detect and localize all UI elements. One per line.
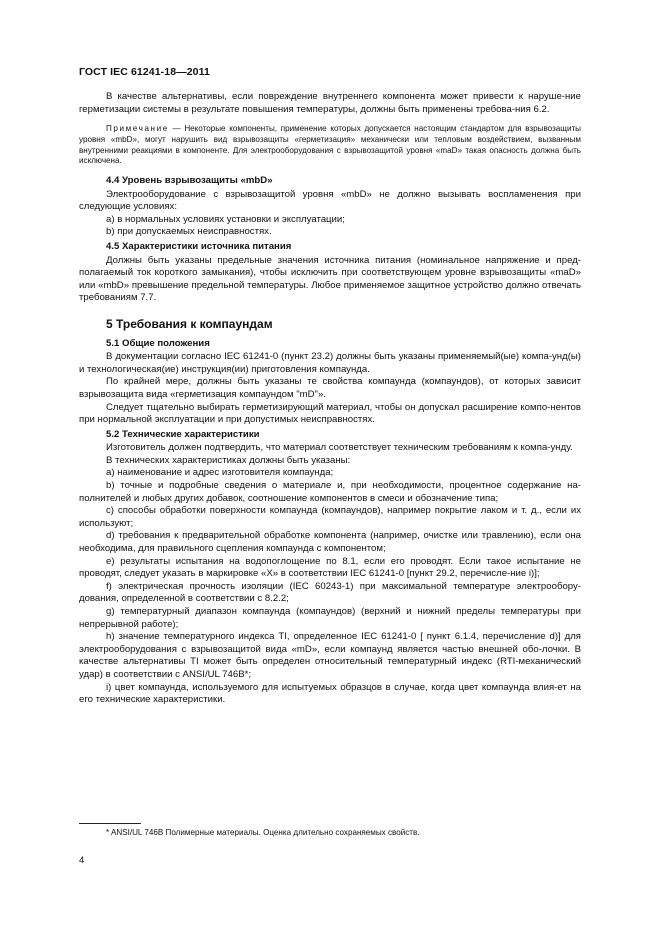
- list-item: b) точные и подробные сведения о материале и, при необходимости, процентное содержание на-полнителей и любых других добавок, соотношение компонентов в смеси и обозначение типа;: [79, 480, 581, 504]
- document-header: ГОСТ IEC 61241-18—2011: [79, 66, 210, 78]
- note-text: — Некоторые компоненты, применение которых допускается настоящим стандартом для взрывозащиты уровня «mbD», могут нарушить вид взрывозащиты «герметизация» механически или тепловым воздействием, вызванным внутренними реакциями в компоненте. Для электрооборудования с взрывозащитой уровня «maD» такая опасность должна быть исключена.: [79, 124, 581, 166]
- list-item: a) наименование и адрес изготовителя компаунда;: [106, 467, 334, 479]
- paragraph: Должны быть указаны предельные значения источника питания (номинальное напряжение и пред-полагаемый ток короткого замыкания), чтобы исключить при соответствующем уровне взрывозащиты «maD» или «mbD» превышение предельной температуры. Любое применяемое защитное устройство должно отвечать требованиям 7.7.: [79, 254, 581, 304]
- paragraph: Изготовитель должен подтвердить, что материал соответствует техническим требованиям к компа-унду.: [106, 442, 573, 454]
- chapter-heading-5: 5 Требования к компаундам: [106, 316, 273, 331]
- paragraph: В качестве альтернативы, если повреждение внутреннего компонента может привести к наруше-ние герметизации системы в результате повышения температуры, должны быть применены требова-ния 6.2.: [79, 91, 581, 115]
- list-item: f) электрическая прочность изоляции (IEC 60243-1) при максимальной температуре электрообору-дования, определенной в соответствии с 8.2.2;: [79, 580, 581, 605]
- list-item: d) требования к предварительной обработке компонента (например, очистке или травлению), если она необходима, для правильного сцепления компаунда с компонентом;: [79, 530, 581, 555]
- paragraph: По крайней мере, должны быть указаны те свойства компаунда (компаундов), от которых зависит взрывозащита вида «герметизация компаундом "mD"».: [79, 376, 581, 400]
- list-item: e) результаты испытания на водопоглощение по 8.1, если его проводят. Если такое испытание не проводят, следует указать в маркировке «X» в соответствии IEC 61241-0 [пункт 29.2, перечисле-ние i)];: [79, 555, 581, 580]
- paragraph: Электрооборудование с взрывозащитой уровня «mbD» не должно вызывать воспламенения при следующие условиях:: [79, 188, 581, 213]
- list-item: h) значение температурного индекса TI, определенное IEC 61241-0 [ пункт 6.1.4, перечисление d)] для электрооборудования с взрывозащитой вида «mD», если компаунд является частью внешней обо-лочки. В качестве альтернативы TI может быть определен относительный температурный индекс (RTI-механический удар) в соответствии с ANSI/UL 746B*;: [79, 631, 581, 680]
- section-heading-4-4: 4.4 Уровень взрывозащиты «mbD»: [106, 175, 273, 186]
- paragraph: В документации согласно IEC 61241-0 (пункт 23.2) должны быть указаны применяемый(ые) компа-унд(ы) и технологическая(ие) инструкция(ии) приготовления компаунда.: [79, 351, 581, 375]
- list-item: b) при допускаемых неисправностях.: [106, 226, 272, 238]
- footnote-separator: [79, 823, 141, 824]
- section-heading-5-1: 5.1 Общие положения: [106, 337, 210, 349]
- list-item: c) способы обработки поверхности компаунда (компаундов), например покрытие лаком и т. д., если их используют;: [79, 505, 581, 529]
- section-heading-4-5: 4.5 Характеристики источника питания: [106, 240, 292, 252]
- section-heading-5-2: 5.2 Технические характеристики: [106, 428, 260, 440]
- paragraph: В технических характеристиках должны быть указаны:: [106, 454, 351, 466]
- document-body: [79, 91, 581, 707]
- footnote: * ANSI/UL 746B Полимерные материалы. Оценка длительно сохраняемых свойств.: [106, 828, 420, 837]
- page-number: 4: [79, 855, 85, 866]
- note-label: Примечание: [106, 124, 169, 134]
- list-item: a) в нормальных условиях установки и эксплуатации;: [106, 213, 345, 225]
- list-item: i) цвет компаунда, используемого для испытуемых образцов в случае, когда цвет компаунда влия-ет на его технические характеристики.: [79, 681, 581, 706]
- list-item: g) температурный диапазон компаунда (компаундов) (верхний и нижний пределы температуры при непрерывной работе);: [79, 606, 581, 630]
- paragraph: Следует тщательно выбирать герметизирующий материал, чтобы он допускал расширение компо-нентов при нормальной эксплуатации и при допустимых неисправностях.: [79, 401, 581, 426]
- note-paragraph: [79, 124, 581, 167]
